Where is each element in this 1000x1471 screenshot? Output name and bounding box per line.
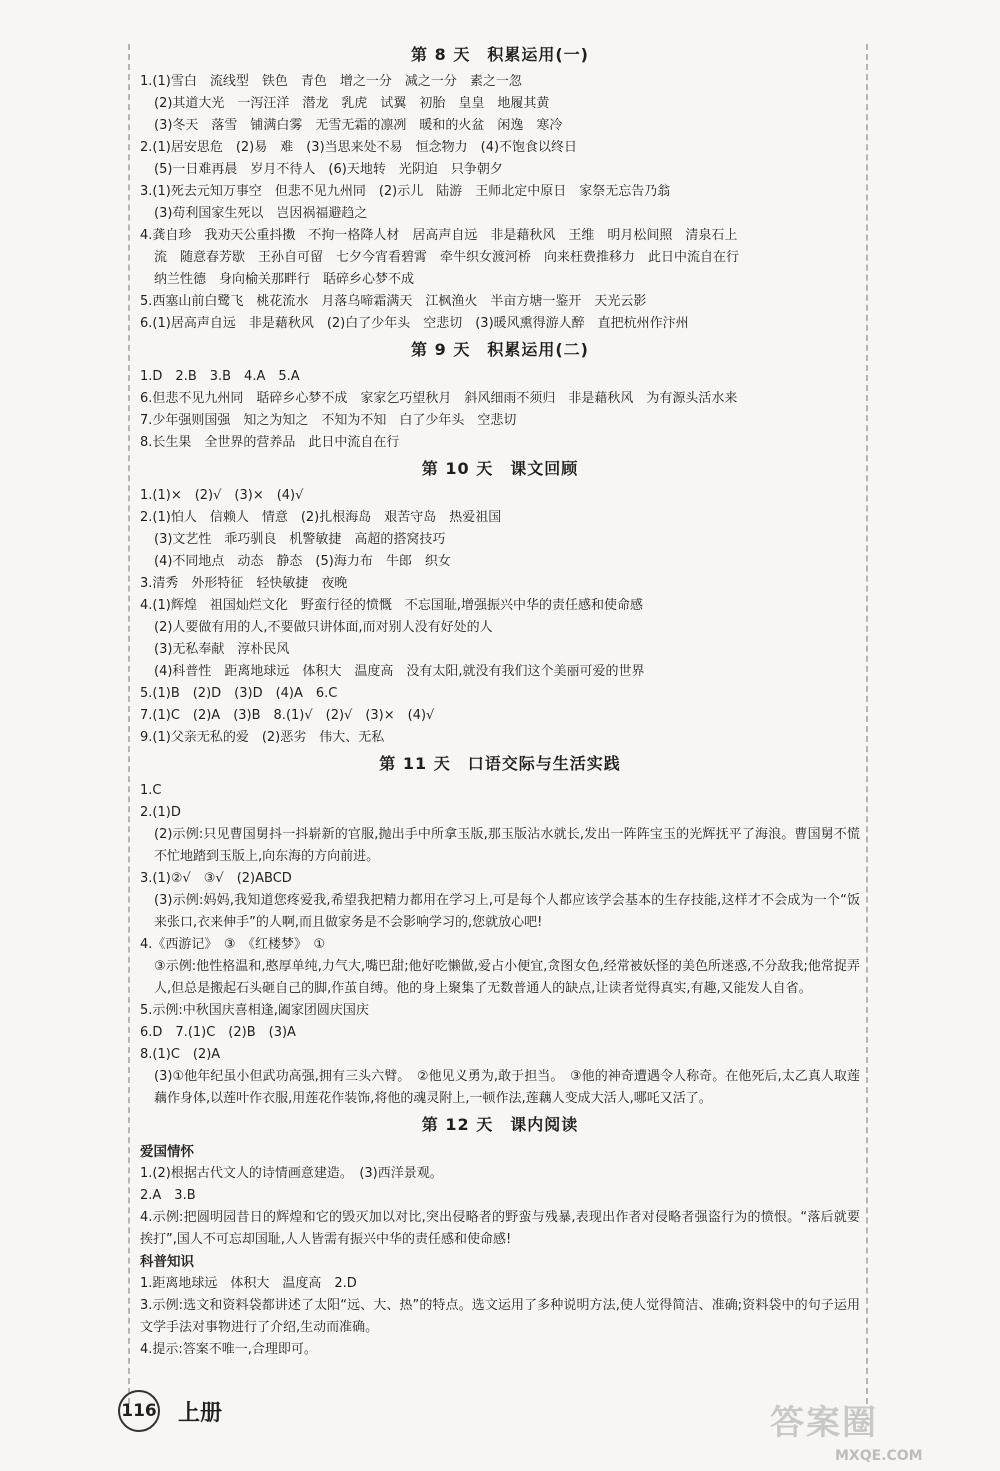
answer-paragraph: ③示例:他性格温和,憨厚单纯,力气大,嘴巴甜;他好吃懒做,爱占小便宜,贪图女色,经常被妖怪的美色所迷惑,不分敌我;他常捉弄人,但总是搬起石头砸自己的脚,作茧自缚。他的身上聚集了无数普通人的缺点,让读者觉得真实,有趣,又能发人自省。 — [154, 959, 860, 996]
answer-line: 流 随意春芳歇 王孙自可留 七夕今宵看碧霄 牵牛织女渡河桥 向来枉费推移力 此日中流自在行 — [154, 250, 740, 265]
answer-line: 2.(1)D — [140, 805, 181, 820]
day11-title: 第 11 天 口语交际与生活实践 — [379, 754, 621, 773]
watermark-logo: 答案圈 — [770, 1403, 878, 1443]
day10-title: 第 10 天 课文回顾 — [421, 459, 579, 478]
answer-line: 5.(1)B (2)D (3)D (4)A 6.C — [140, 686, 338, 701]
answer-line: 3.清秀 外形特征 轻快敏捷 夜晚 — [140, 576, 348, 591]
answer-paragraph: 3.示例:选文和资料袋都讲述了太阳“远、大、热”的特点。选文运用了多种说明方法,使人觉得简洁、准确;资料袋中的句子运用文学手法对事物进行了介绍,生动而准确。 — [140, 1298, 860, 1335]
answer-line: 纳兰性德 身向榆关那畔行 聒碎乡心梦不成 — [154, 272, 415, 287]
answer-line: 1.(2)根据古代文人的诗情画意建造。 (3)西洋景观。 — [140, 1166, 443, 1181]
answer-line: 4.龚自珍 我劝天公重抖擞 不拘一格降人材 居高声自远 非是藉秋风 王维 明月松间照 清泉石上 — [140, 228, 738, 243]
answer-line: (3)冬天 落雪 铺满白雾 无雪无霜的凛冽 暖和的火盆 闲逸 寒冷 — [154, 118, 563, 133]
answer-line: 4.《西游记》 ③ 《红楼梦》 ① — [140, 937, 326, 952]
right-dashed-border — [866, 44, 868, 1404]
answer-line: 2.A 3.B — [140, 1188, 196, 1203]
answer-line: 6.但悲不见九州同 聒碎乡心梦不成 家家乞巧望秋月 斜风细雨不须归 非是藉秋风 为有源头活水来 — [140, 391, 738, 406]
answer-line: (3)苟利国家生死以 岂因祸福避趋之 — [154, 206, 368, 221]
answer-line: 2.(1)居安思危 (2)易 难 (3)当思来处不易 恒念物力 (4)不饱食以终日 — [140, 140, 578, 155]
answer-line: 5.示例:中秋国庆喜相逢,阖家团圆庆国庆 — [140, 1003, 369, 1018]
day9-title: 第 9 天 积累运用(二) — [411, 340, 589, 359]
answer-line: (3)文艺性 乖巧驯良 机警敏捷 高超的搭窝技巧 — [154, 532, 446, 547]
answer-line: 1.距离地球远 体积大 温度高 2.D — [140, 1276, 357, 1291]
answer-line: 6.D 7.(1)C (2)B (3)A — [140, 1025, 296, 1040]
volume-label: 上册 — [178, 1400, 223, 1426]
section-label: 科普知识 — [140, 1254, 194, 1270]
answer-paragraph: (2)示例:只见曹国舅抖一抖崭新的官服,抛出手中所拿玉版,那玉版沾水就长,发出一阵阵宝玉的光辉抚平了海浪。曹国舅不慌不忙地踏到玉版上,向东海的方向前进。 — [154, 827, 860, 864]
page-number: 116 — [118, 1390, 160, 1432]
answer-line: 1.(1)雪白 流线型 铁色 青色 增之一分 减之一分 素之一忽 — [140, 74, 522, 89]
answer-line: (4)不同地点 动态 静态 (5)海力布 牛郎 织女 — [154, 554, 451, 569]
answer-line: 5.西塞山前白鹭飞 桃花流水 月落乌啼霜满天 江枫渔火 半亩方塘一鉴开 天光云影 — [140, 294, 647, 309]
answer-line: (2)其道大光 一泻汪洋 潜龙 乳虎 试翼 初胎 皇皇 地履其黄 — [154, 96, 550, 111]
day8-title: 第 8 天 积累运用(一) — [411, 45, 589, 64]
section-label: 爱国情怀 — [140, 1144, 194, 1160]
answer-line: 7.(1)C (2)A (3)B 8.(1)√ (2)√ (3)× (4)√ — [140, 708, 435, 723]
page-footer — [118, 1390, 222, 1432]
answer-line: (4)科普性 距离地球远 体积大 温度高 没有太阳,就没有我们这个美丽可爱的世界 — [154, 664, 645, 679]
answer-line: 3.(1)死去元知万事空 但悲不见九州同 (2)示儿 陆游 王师北定中原日 家祭无忘告乃翁 — [140, 184, 671, 199]
answer-paragraph: 4.示例:把圆明园昔日的辉煌和它的毁灭加以对比,突出侵略者的野蛮与残暴,表现出作者对侵略者强盗行为的愤恨。“落后就要挨打”,国人不可忘却国耻,人人皆需有振兴中华的责任感和使命感! — [140, 1210, 860, 1247]
answer-line: 1.(1)× (2)√ (3)× (4)√ — [140, 488, 304, 503]
answer-paragraph: (3)①他年纪虽小但武功高强,拥有三头六臂。 ②他见义勇为,敢于担当。 ③他的神奇遭遇令人称奇。在他死后,太乙真人取莲藕作身体,以莲叶作衣服,用莲花作装饰,将他的魂灵附上,一顿作法,莲藕人变成大活人,哪吒又活了。 — [154, 1069, 860, 1106]
answer-line: 7.少年强则国强 知之为知之 不知为不知 白了少年头 空悲切 — [140, 413, 517, 428]
watermark-site: MXQE.COM — [835, 1448, 923, 1464]
left-dashed-border — [128, 44, 130, 1404]
answer-line: 4.提示:答案不唯一,合理即可。 — [140, 1342, 317, 1357]
answer-line: 6.(1)居高声自远 非是藉秋风 (2)白了少年头 空悲切 (3)暖风熏得游人醉 直把杭州作汴州 — [140, 316, 689, 331]
answer-line: 2.(1)怕人 信赖人 情意 (2)扎根海岛 艰苦守岛 热爱祖国 — [140, 510, 502, 525]
answer-line: 1.C — [140, 783, 162, 798]
answer-line: 8.长生果 全世界的营养品 此日中流自在行 — [140, 435, 400, 450]
answer-line: (2)人要做有用的人,不要做只讲体面,而对别人没有好处的人 — [154, 620, 493, 635]
answer-line: 9.(1)父亲无私的爱 (2)恶劣 伟大、无私 — [140, 730, 385, 745]
answer-paragraph: (3)示例:妈妈,我知道您疼爱我,希望我把精力都用在学习上,可是每个人都应该学会基本的生存技能,这样才不会成为一个“饭来张口,衣来伸手”的人啊,而且做家务是不会影响学习的,您就放心吧! — [154, 893, 860, 930]
answer-line: 8.(1)C (2)A — [140, 1047, 221, 1062]
answer-line: (5)一日难再晨 岁月不待人 (6)天地转 光阴迫 只争朝夕 — [154, 162, 503, 177]
answer-line: 1.D 2.B 3.B 4.A 5.A — [140, 369, 300, 384]
day12-title: 第 12 天 课内阅读 — [421, 1115, 579, 1134]
answer-page — [140, 40, 860, 1361]
answer-line: (3)无私奉献 淳朴民风 — [154, 642, 290, 657]
answer-line: 3.(1)②√ ③√ (2)ABCD — [140, 871, 292, 886]
answer-line: 4.(1)辉煌 祖国灿烂文化 野蛮行径的愤慨 不忘国耻,增强振兴中华的责任感和使命感 — [140, 598, 643, 613]
